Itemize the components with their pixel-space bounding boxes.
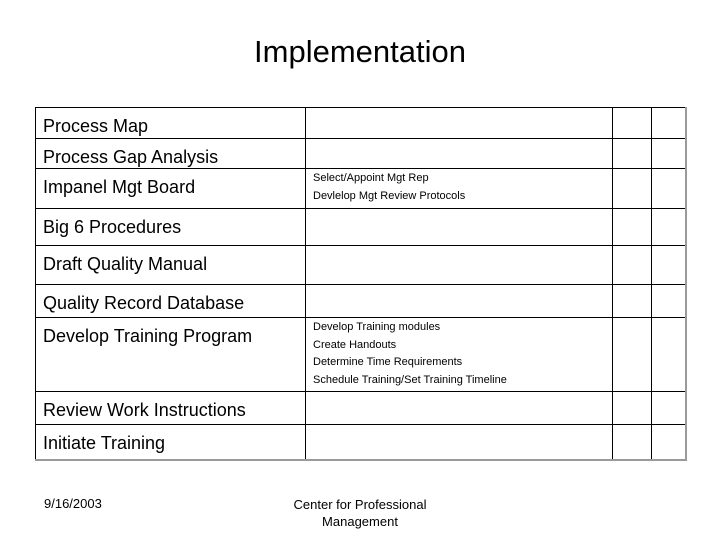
status-cell bbox=[613, 169, 652, 209]
note-line: Devlelop Mgt Review Protocols bbox=[313, 189, 466, 202]
task-label: Quality Record Database bbox=[43, 293, 245, 313]
status-cell bbox=[652, 425, 686, 460]
notes-cell bbox=[306, 392, 613, 425]
note-line: Determine Time Requirements bbox=[313, 356, 463, 368]
task-cell bbox=[36, 392, 306, 425]
table-row bbox=[36, 285, 686, 318]
footer-date: 9/16/2003 bbox=[44, 496, 102, 511]
note-line: Select/Appoint Mgt Rep bbox=[313, 172, 429, 184]
status-cell bbox=[613, 209, 652, 246]
notes-cell bbox=[306, 169, 613, 209]
footer-organization bbox=[260, 496, 460, 530]
table-row bbox=[36, 246, 686, 285]
task-label: Big 6 Procedures bbox=[43, 217, 182, 237]
note-line: Develop Training modules bbox=[313, 321, 441, 333]
status-cell bbox=[613, 425, 652, 460]
notes-cell bbox=[306, 108, 613, 139]
implementation-table bbox=[35, 107, 687, 461]
task-label: Impanel Mgt Board bbox=[43, 177, 196, 197]
status-cell bbox=[613, 285, 652, 318]
status-cell bbox=[613, 318, 652, 392]
note-line: Schedule Training/Set Training Timeline bbox=[313, 373, 507, 386]
status-cell bbox=[652, 318, 686, 392]
status-cell bbox=[652, 246, 686, 285]
status-cell bbox=[652, 285, 686, 318]
table-row bbox=[36, 139, 686, 169]
task-label: Process Map bbox=[43, 116, 149, 136]
task-cell bbox=[36, 139, 306, 169]
task-cell bbox=[36, 285, 306, 318]
table-row bbox=[36, 209, 686, 246]
task-label: Develop Training Program bbox=[43, 326, 253, 346]
notes-cell bbox=[306, 425, 613, 460]
status-cell bbox=[652, 169, 686, 209]
task-label: Review Work Instructions bbox=[43, 400, 246, 420]
status-cell bbox=[613, 246, 652, 285]
notes-cell bbox=[306, 246, 613, 285]
footer-org-line: Management bbox=[322, 514, 398, 529]
task-label: Draft Quality Manual bbox=[43, 254, 208, 274]
note-line: Create Handouts bbox=[313, 338, 397, 351]
task-label: Process Gap Analysis bbox=[43, 147, 219, 167]
task-cell bbox=[36, 108, 306, 139]
notes-cell bbox=[306, 318, 613, 392]
task-cell bbox=[36, 425, 306, 460]
status-cell bbox=[652, 209, 686, 246]
table-row bbox=[36, 169, 686, 209]
task-label: Initiate Training bbox=[43, 433, 166, 453]
slide-title: Implementation bbox=[254, 34, 466, 69]
table-row bbox=[36, 318, 686, 392]
task-cell bbox=[36, 318, 306, 392]
task-cell bbox=[36, 209, 306, 246]
notes-cell bbox=[306, 285, 613, 318]
notes-cell bbox=[306, 139, 613, 169]
status-cell bbox=[613, 108, 652, 139]
status-cell bbox=[652, 392, 686, 425]
status-cell bbox=[652, 139, 686, 169]
status-cell bbox=[613, 139, 652, 169]
notes-cell bbox=[306, 209, 613, 246]
table-row bbox=[36, 108, 686, 139]
table-row bbox=[36, 425, 686, 460]
footer-org-line: Center for Professional bbox=[293, 497, 427, 512]
task-cell bbox=[36, 169, 306, 209]
status-cell bbox=[652, 108, 686, 139]
status-cell bbox=[613, 392, 652, 425]
task-cell bbox=[36, 246, 306, 285]
table-row bbox=[36, 392, 686, 425]
